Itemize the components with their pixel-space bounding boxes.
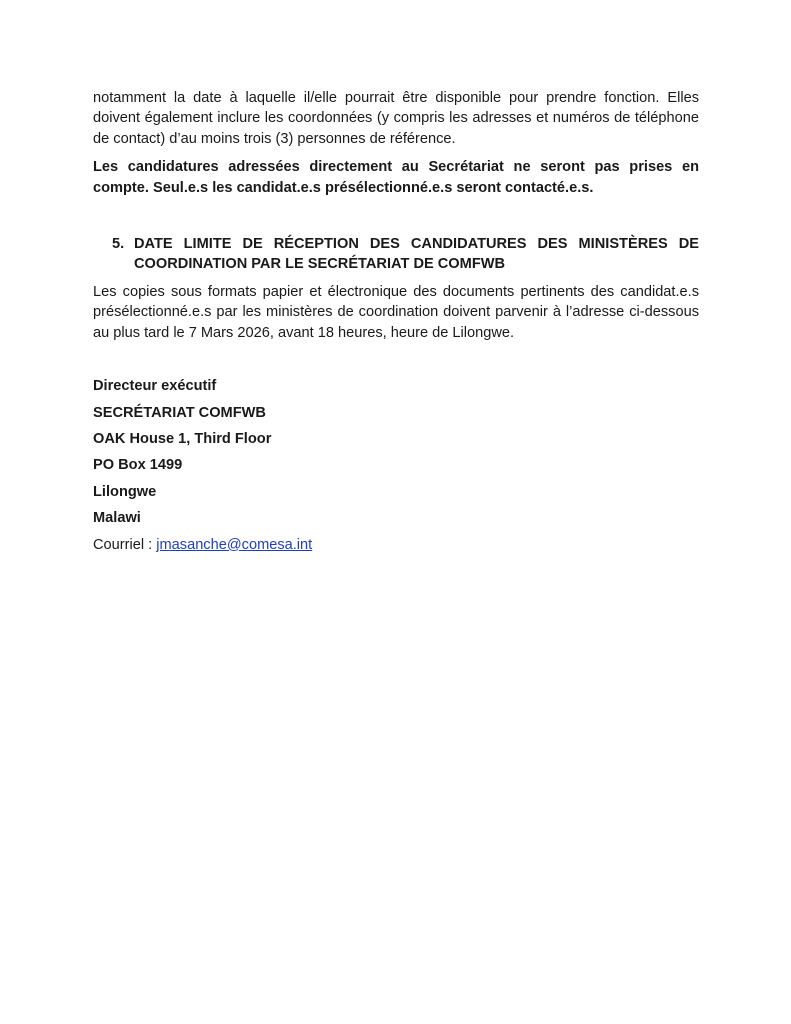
document-page xyxy=(93,88,699,559)
email-line xyxy=(93,535,699,559)
section-title: DATE LIMITE DE RÉCEPTION DES CANDIDATURES DES MINISTÈRES DE COORDINATION PAR LE SECRÉTARIAT DE COMFWB xyxy=(134,236,699,272)
address-block xyxy=(93,376,699,558)
email-link[interactable]: jmasanche@comesa.int xyxy=(156,536,313,553)
address-line-po-box: PO Box 1499 xyxy=(93,457,183,474)
address-line-organization: SECRÉTARIAT COMFWB xyxy=(93,404,266,421)
section-heading xyxy=(93,235,699,274)
notice-paragraph: Les candidatures adressées directement au Secrétariat ne seront pas prises en compte. Seul.e.s les candidat.e.s présélectionné.e.s seront contacté.e.s. xyxy=(93,159,699,196)
intro-paragraph: notamment la date à laquelle il/elle pourrait être disponible pour prendre fonction. Elles doivent également inclure les coordonnées (y compris les adresses et numéros de téléphone de contact) d’au moins trois (3) personnes de référence. xyxy=(93,90,699,147)
section-number: 5. xyxy=(112,236,125,253)
email-label: Courriel : xyxy=(93,536,157,553)
address-line-country: Malawi xyxy=(93,510,141,527)
address-line-title: Directeur exécutif xyxy=(93,378,217,395)
section-body: Les copies sous formats papier et électronique des documents pertinents des candidat.e.s présélectionné.e.s par les ministères de coordination doivent parvenir à l’adresse ci-dessous au plus tard le 7 Mars 2026, avant 18 heures, heure de Lilongwe. xyxy=(93,284,699,341)
address-line-building: OAK House 1, Third Floor xyxy=(93,431,272,448)
address-line-city: Lilongwe xyxy=(93,483,157,500)
